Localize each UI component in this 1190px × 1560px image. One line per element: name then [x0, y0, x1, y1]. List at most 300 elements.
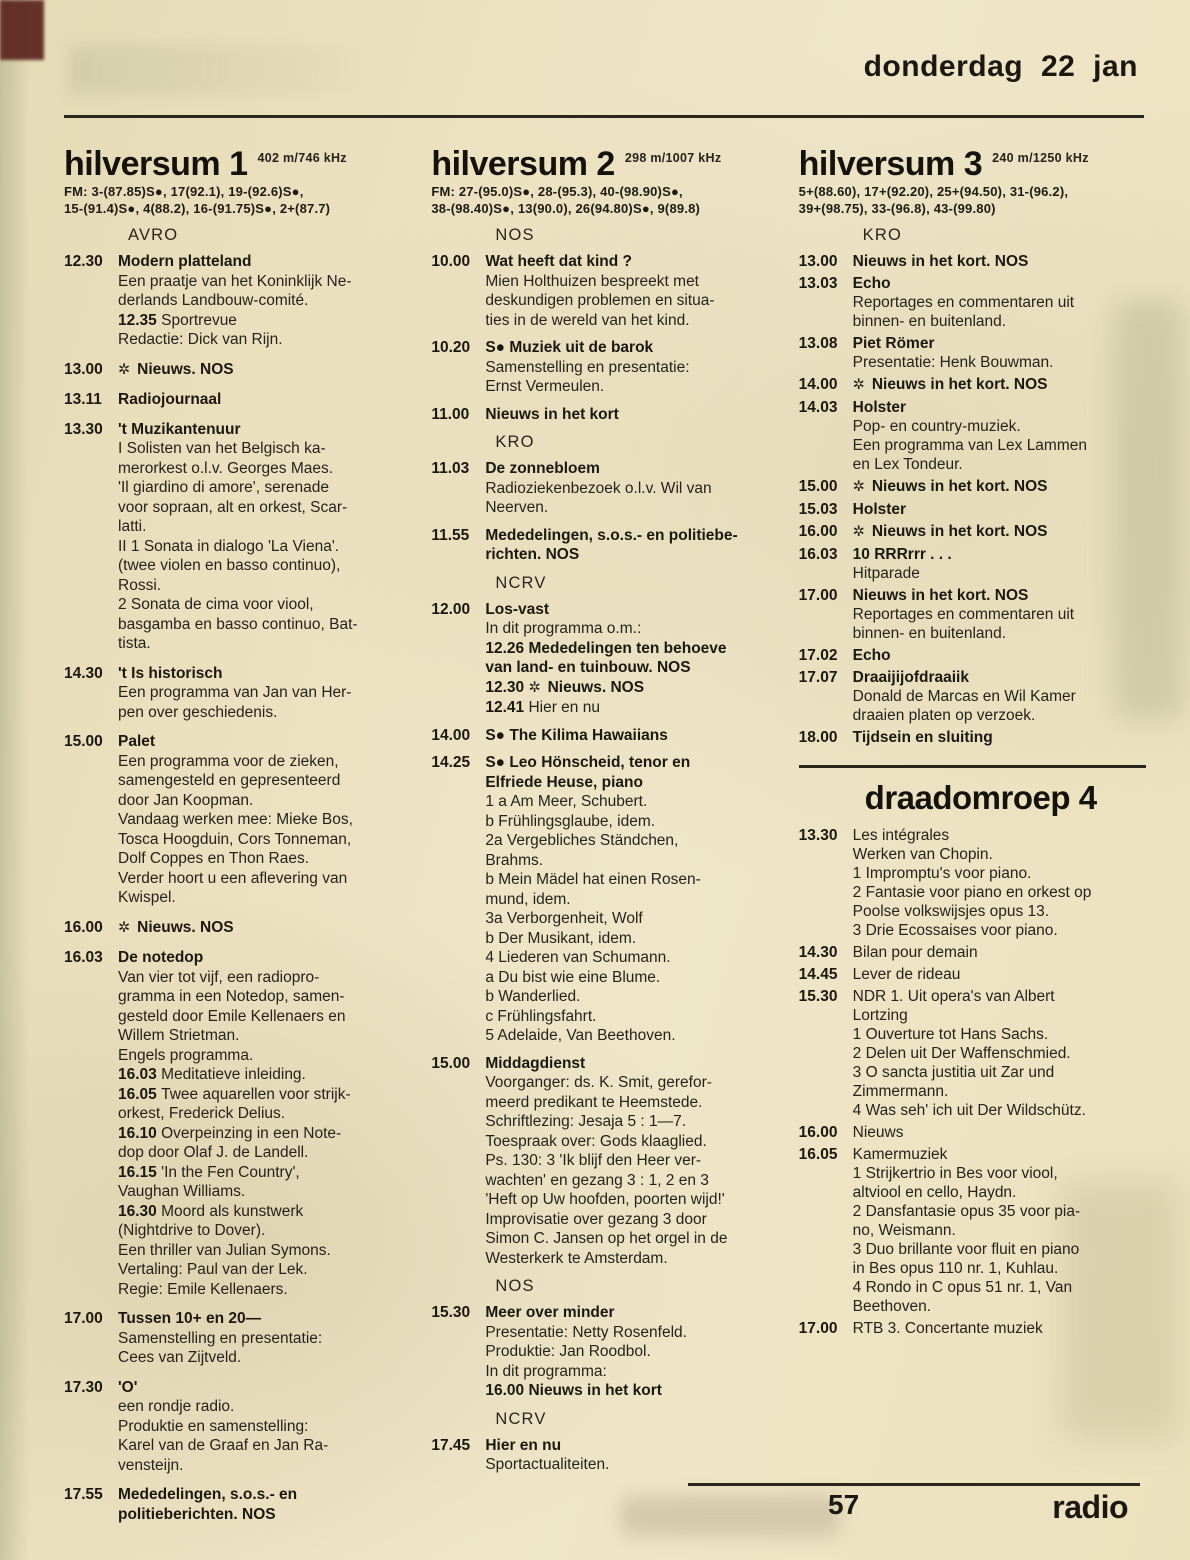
network-label: NCRV	[495, 573, 547, 592]
program-body	[853, 965, 1148, 984]
fm-line: 39+(98.75), 33-(96.8), 43-(99.80)	[798, 200, 996, 216]
program-entry	[64, 360, 413, 381]
program-title-line	[118, 420, 411, 440]
program-body	[485, 1436, 780, 1475]
network-label: KRO	[862, 226, 903, 244]
program-line	[485, 1093, 778, 1113]
program-body	[118, 390, 413, 410]
program-line	[118, 752, 411, 772]
program-line	[118, 1104, 411, 1124]
page-number: 57	[828, 1489, 860, 1520]
program-entry	[64, 1485, 413, 1524]
program-entry	[799, 987, 1148, 1120]
program-title: Nieuws. NOS	[137, 360, 234, 378]
station-name: hilversum 3	[798, 145, 983, 183]
program-title-line	[853, 943, 1146, 962]
program-line-text: 4 Was seh' ich uit Der Wildschütz.	[852, 1102, 1086, 1119]
program-line-text: 1 Impromptu's voor piano.	[852, 865, 1032, 882]
program-line-text: ties in de wereld van het kind.	[485, 311, 690, 329]
star-icon: ✲	[118, 919, 131, 936]
program-line	[853, 1006, 1146, 1025]
network-label: NCRV	[495, 1409, 547, 1428]
program-line	[485, 1362, 778, 1382]
program-time: 16.00	[64, 918, 103, 936]
program-line	[118, 291, 411, 311]
program-line	[118, 1143, 411, 1163]
program-title: Lever de rideau	[852, 966, 961, 983]
program-entry	[799, 477, 1148, 497]
program-line	[485, 890, 778, 910]
program-title-line	[485, 726, 778, 746]
program-time: 16.00	[798, 523, 838, 540]
program-title-line	[485, 526, 778, 546]
program-body	[853, 728, 1148, 747]
station-frequency: 402 m/746 kHz	[257, 151, 347, 165]
program-body	[118, 1485, 413, 1524]
program-entry	[64, 1309, 413, 1368]
program-line	[485, 792, 778, 812]
star-icon: ✲	[528, 679, 541, 696]
program-line-text: 1 Strijkertrio in Bes voor viool,	[852, 1165, 1058, 1182]
program-line-text: Improvisatie over gezang 3 door	[485, 1210, 707, 1228]
program-line-text: Een programma van Jan van Her-	[118, 684, 352, 701]
program-line	[485, 987, 778, 1007]
program-body	[485, 726, 780, 746]
program-line	[118, 1417, 411, 1437]
program-body	[118, 1309, 413, 1368]
program-line-text: Kwispel.	[118, 889, 176, 906]
inline-time: 12.35	[118, 311, 162, 329]
program-title-line	[118, 1309, 411, 1329]
inline-time: 16.10	[118, 1124, 162, 1142]
program-title: Los-vast	[485, 600, 550, 618]
program-title-line	[853, 500, 1146, 519]
program-time: 17.30	[64, 1378, 103, 1396]
program-title-line	[853, 398, 1146, 417]
program-line-text: door Jan Koopman.	[118, 791, 254, 809]
program-time: 13.00	[798, 253, 838, 270]
scan-artifact-edge	[0, 0, 30, 1560]
program-line	[853, 1221, 1146, 1240]
program-body	[853, 522, 1148, 542]
program-line	[485, 545, 778, 565]
program-line-text: basgamba en basso continuo, Bat-	[118, 615, 358, 633]
program-line-text: Zimmermann.	[852, 1083, 949, 1100]
program-line	[485, 1171, 778, 1191]
program-title: 'O'	[118, 1378, 138, 1396]
program-line-text: Nieuws. NOS	[547, 678, 645, 696]
program-line	[853, 455, 1146, 474]
program-line	[853, 436, 1146, 455]
program-entry	[64, 390, 413, 410]
program-title-line	[853, 334, 1146, 353]
program-title-line	[118, 918, 411, 939]
program-time: 15.00	[431, 1054, 471, 1072]
program-body	[118, 252, 413, 350]
program-line-text: Presentatie: Netty Rosenfeld.	[485, 1323, 687, 1341]
program-line-text: deskundigen problemen en situa-	[485, 292, 715, 309]
program-title: Nieuws in het kort. NOS	[871, 523, 1048, 540]
program-title: Nieuws in het kort. NOS	[871, 376, 1048, 393]
program-entry	[64, 948, 413, 1299]
program-body	[118, 732, 413, 908]
program-entry	[431, 1436, 780, 1475]
program-line-text: pen over geschiedenis.	[118, 703, 278, 721]
program-line-text: 'Heft op Uw hoofden, poorten wijd!'	[485, 1191, 725, 1208]
program-line-text: Produktie en samenstelling:	[118, 1417, 309, 1435]
program-line	[485, 1073, 778, 1093]
program-line	[485, 272, 778, 292]
station-fm-listing	[799, 184, 1148, 217]
program-entry	[64, 664, 413, 723]
program-time: 13.08	[798, 335, 838, 352]
program-entry	[799, 965, 1148, 984]
program-line	[485, 678, 778, 699]
program-time: 16.05	[798, 1146, 838, 1163]
program-line-text: Een programma van Lex Lammen	[852, 437, 1087, 454]
program-line	[118, 1456, 411, 1476]
program-line-text: 3 O sancta justitia uit Zar und	[852, 1064, 1055, 1081]
program-line-text: Een praatje van het Koninklijk Ne-	[118, 272, 352, 290]
program-line-text: 4 Rondo in C opus 51 nr. 1, Van	[852, 1279, 1073, 1296]
inline-time: 16.30	[118, 1202, 162, 1220]
station-name: hilversum 1	[64, 145, 248, 183]
program-line	[118, 311, 411, 331]
program-time: 13.30	[64, 420, 103, 438]
program-title-line	[485, 252, 778, 272]
program-time: 11.55	[431, 526, 470, 544]
station-header	[431, 146, 780, 182]
program-entry	[431, 1303, 780, 1401]
program-line	[853, 687, 1146, 706]
program-line-text: Hitparade	[852, 565, 920, 582]
program-body	[485, 1054, 780, 1269]
program-line	[118, 703, 411, 723]
program-body	[853, 375, 1148, 395]
station-frequency: 298 m/1007 kHz	[624, 151, 722, 165]
program-title-line	[853, 646, 1146, 665]
program-line-text: II 1 Sonata in dialogo 'La Viena'.	[118, 537, 340, 555]
program-line-text: (twee violen en basso continuo),	[118, 557, 341, 574]
program-line	[118, 849, 411, 869]
fm-line: FM: 3-(87.85)S●, 17(92.1), 19-(92.6)S●,	[64, 184, 304, 199]
program-line-text: dop door Olaf J. de Landell.	[118, 1144, 309, 1161]
program-line-text: Schriftlezing: Jesaja 5 : 1—7.	[485, 1113, 687, 1130]
program-line	[118, 791, 411, 811]
header-rule	[64, 115, 1144, 118]
program-entry	[64, 420, 413, 654]
program-line	[853, 1278, 1146, 1297]
program-line	[118, 683, 411, 703]
program-body	[485, 753, 780, 1046]
program-line	[118, 968, 411, 988]
program-entry	[799, 500, 1148, 519]
program-time: 17.00	[798, 587, 838, 604]
program-title-line	[853, 586, 1146, 605]
program-line	[485, 929, 778, 949]
program-title-line	[853, 1319, 1146, 1338]
program-title-line	[853, 728, 1146, 747]
program-time: 13.03	[798, 275, 838, 292]
program-title: Kamermuziek	[852, 1146, 948, 1163]
program-line-text: Presentatie: Henk Bouwman.	[852, 354, 1054, 371]
program-body	[853, 1145, 1148, 1316]
program-line-text: c Frühlingsfahrt.	[485, 1007, 597, 1025]
program-line-text: 2 Dansfantasie opus 35 voor pia-	[852, 1203, 1081, 1220]
program-line	[853, 902, 1146, 921]
fm-line: 38-(98.40)S●, 13(90.0), 26(94.80)S●, 9(89.8)	[431, 200, 701, 216]
program-line-text: b Frühlingsglaube, idem.	[485, 812, 656, 830]
program-line	[118, 1260, 411, 1280]
program-title: Nieuws. NOS	[137, 918, 234, 936]
fm-line: 5+(88.60), 17+(92.20), 25+(94.50), 31-(96.2),	[798, 184, 1069, 199]
program-line-text: Produktie: Jan Roodbol.	[485, 1343, 651, 1360]
inline-time: 16.05	[118, 1085, 162, 1103]
program-line	[118, 595, 411, 615]
program-line	[485, 1455, 778, 1475]
program-time: 14.45	[798, 966, 838, 983]
program-title: Nieuws in het kort. NOS	[852, 253, 1029, 270]
station-name: hilversum 2	[431, 145, 615, 183]
program-line	[118, 1163, 411, 1183]
program-title: Holster	[852, 399, 907, 416]
program-line	[485, 870, 778, 890]
program-line	[485, 1112, 778, 1132]
program-body	[853, 274, 1148, 331]
program-entry	[64, 252, 413, 350]
program-line	[118, 1085, 411, 1105]
program-line-text: Verder hoort u een aflevering van	[118, 869, 348, 887]
program-title: Echo	[852, 275, 891, 292]
program-line	[485, 498, 778, 518]
program-title-line	[118, 252, 411, 272]
program-title: 't Is historisch	[118, 664, 223, 682]
program-title-line	[485, 405, 778, 425]
program-time: 14.30	[798, 944, 838, 961]
program-line-text: b Der Musikant, idem.	[485, 929, 637, 947]
program-entry	[799, 1145, 1148, 1316]
program-time: 15.30	[431, 1304, 471, 1321]
program-line	[853, 883, 1146, 902]
program-title: Tijdsein en sluiting	[852, 729, 993, 746]
program-title-line	[853, 826, 1146, 845]
program-line-text: binnen- en buitenland.	[852, 313, 1007, 330]
program-line-text: Lortzing	[852, 1007, 908, 1024]
inline-time: 12.26	[485, 639, 529, 657]
program-line-text: 2 Fantasie voor piano en orkest op	[852, 884, 1092, 901]
program-title-line	[118, 1485, 411, 1505]
program-line	[118, 330, 411, 350]
program-body	[853, 1319, 1148, 1338]
program-line	[118, 634, 411, 654]
program-line-text: Mien Holthuizen bespreekt met	[485, 272, 699, 290]
station-header	[64, 146, 413, 182]
program-line	[485, 812, 778, 832]
program-line-text: Regie: Emile Kellenaers.	[118, 1280, 288, 1298]
program-body	[485, 338, 780, 397]
column	[431, 138, 780, 1534]
program-line	[118, 1329, 411, 1349]
program-line-text: voor sopraan, alt en orkest, Scar-	[118, 498, 348, 516]
program-entry	[799, 728, 1148, 747]
program-entry	[799, 398, 1148, 474]
program-title: Middagdienst	[485, 1054, 586, 1072]
program-line-text: 2 Delen uit Der Waffenschmied.	[852, 1045, 1071, 1062]
program-line	[485, 658, 778, 678]
program-line	[853, 1240, 1146, 1259]
station-hilversum-1	[64, 146, 413, 1524]
program-title: 't Muzikantenuur	[118, 420, 241, 438]
program-title-line	[853, 545, 1146, 564]
program-line	[853, 1044, 1146, 1063]
program-title: Wat heeft dat kind ?	[485, 253, 633, 270]
program-time: 12.30	[64, 253, 103, 270]
program-body	[853, 646, 1148, 665]
program-line	[118, 1182, 411, 1202]
program-time: 17.00	[64, 1310, 103, 1327]
program-line	[118, 272, 411, 292]
program-line	[118, 576, 411, 596]
program-title: Draaijijofdraaiik	[852, 669, 969, 686]
program-line-text: wachten' en gezang 3 : 1, 2 en 3	[485, 1171, 709, 1189]
program-title-line	[853, 668, 1146, 687]
program-title-line	[853, 375, 1146, 395]
program-line	[485, 358, 778, 378]
program-line	[485, 948, 778, 968]
program-title: Nieuws in het kort. NOS	[852, 587, 1029, 604]
program-line	[118, 888, 411, 908]
program-line	[853, 1063, 1146, 1082]
program-line-text: meerd predikant te Heemstede.	[485, 1093, 703, 1111]
program-line-text: 5 Adelaide, Van Beethoven.	[485, 1027, 676, 1044]
program-line-text: Reportages en commentaren uit	[852, 606, 1075, 623]
program-title: Bilan pour demain	[852, 944, 978, 961]
program-line	[118, 1241, 411, 1261]
program-line-text: draaien platen op verzoek.	[852, 707, 1036, 724]
program-title: Mededelingen, s.o.s.- en politiebe-	[485, 526, 738, 544]
program-line	[485, 1229, 778, 1249]
program-line-text: Twee aquarellen voor strijk-	[161, 1085, 351, 1103]
program-line-text: Tosca Hoogduin, Cors Tonneman,	[118, 830, 352, 848]
program-line-text: Meditatieve inleiding.	[161, 1066, 306, 1083]
program-time: 17.55	[64, 1486, 103, 1503]
column	[64, 138, 413, 1534]
program-line-text: derlands Landbouw-comité.	[118, 292, 309, 309]
program-body	[853, 500, 1148, 519]
program-line	[118, 987, 411, 1007]
program-time: 15.00	[64, 733, 103, 750]
program-line	[485, 1323, 778, 1343]
program-line-text: gramma in een Notedop, samen-	[118, 988, 345, 1005]
program-title-line	[118, 732, 411, 752]
program-title: Nieuws	[852, 1124, 904, 1141]
program-title: Les intégrales	[852, 827, 950, 844]
program-line	[853, 706, 1146, 725]
program-line-text: (Nightdrive to Dover).	[118, 1222, 266, 1239]
program-title-line	[485, 338, 778, 358]
station-fm-listing	[64, 184, 413, 217]
program-title-line	[118, 948, 411, 968]
program-title: Tussen 10+ en 20—	[118, 1310, 262, 1327]
program-line-text: 'In the Fen Country',	[161, 1163, 300, 1181]
program-entry	[431, 459, 780, 518]
program-line	[118, 1348, 411, 1368]
program-line-text: altviool en cello, Haydn.	[852, 1184, 1017, 1201]
program-line	[118, 1046, 411, 1066]
program-entry	[431, 1054, 780, 1269]
program-entry	[431, 405, 780, 425]
program-line	[485, 479, 778, 499]
program-line	[118, 1221, 411, 1241]
program-line-text: 3a Verborgenheit, Wolf	[485, 910, 643, 927]
program-body	[853, 668, 1148, 725]
program-line	[853, 312, 1146, 331]
program-line	[853, 921, 1146, 940]
program-line	[118, 830, 411, 850]
program-body	[853, 1123, 1148, 1142]
program-time: 11.00	[431, 405, 470, 423]
station-frequency: 240 m/1250 kHz	[992, 151, 1089, 165]
program-line-text: Werken van Chopin.	[852, 846, 993, 863]
program-line-text: Dolf Coppes en Thon Raes.	[118, 850, 309, 867]
station-divider	[799, 765, 1146, 768]
program-entry	[431, 252, 780, 330]
program-line-text: Engels programma.	[118, 1046, 254, 1064]
program-title: Mededelingen, s.o.s.- en	[118, 1486, 298, 1503]
program-title-line	[118, 664, 411, 684]
program-body	[853, 334, 1148, 372]
fm-line: 15-(91.4)S●, 4(88.2), 16-(91.75)S●, 2+(87.7)	[64, 200, 331, 216]
program-line-text: 2a Vergebliches Ständchen,	[485, 832, 679, 849]
program-line	[853, 1183, 1146, 1202]
column	[799, 138, 1148, 1534]
program-line-text: In dit programma o.m.:	[485, 620, 642, 637]
program-line	[853, 564, 1146, 583]
program-time: 14.03	[798, 399, 838, 416]
program-line-text: I Solisten van het Belgisch ka-	[118, 440, 326, 457]
program-line-text: mund, idem.	[485, 890, 571, 908]
program-body	[853, 545, 1148, 583]
program-line	[853, 864, 1146, 883]
program-line	[485, 1190, 778, 1210]
program-title-line	[853, 477, 1146, 497]
program-line	[853, 353, 1146, 372]
program-title: 10 RRRrrr . . .	[852, 546, 952, 563]
program-line	[485, 773, 778, 793]
program-time: 13.11	[64, 391, 102, 408]
station-draadomroep-4	[799, 765, 1148, 1338]
program-line-text: Een thriller van Julian Symons.	[118, 1241, 331, 1259]
program-entry	[799, 375, 1148, 395]
program-time: 13.30	[798, 827, 838, 844]
program-title: S● The Kilima Hawaiians	[485, 726, 668, 744]
program-entry	[799, 646, 1148, 665]
program-line	[118, 439, 411, 459]
date-header: donderdag 22 jan	[863, 50, 1138, 83]
inline-time: 12.30	[485, 678, 529, 696]
network-label: KRO	[495, 433, 535, 451]
section-label: radio	[1052, 1489, 1128, 1525]
program-line	[853, 624, 1146, 643]
program-line	[485, 698, 778, 718]
program-entry	[799, 826, 1148, 940]
program-entry	[431, 753, 780, 1046]
program-time: 17.00	[798, 1320, 838, 1337]
program-title-line	[853, 252, 1146, 271]
program-entry	[431, 726, 780, 746]
program-line-text: politieberichten. NOS	[118, 1505, 276, 1523]
program-entry	[431, 338, 780, 397]
